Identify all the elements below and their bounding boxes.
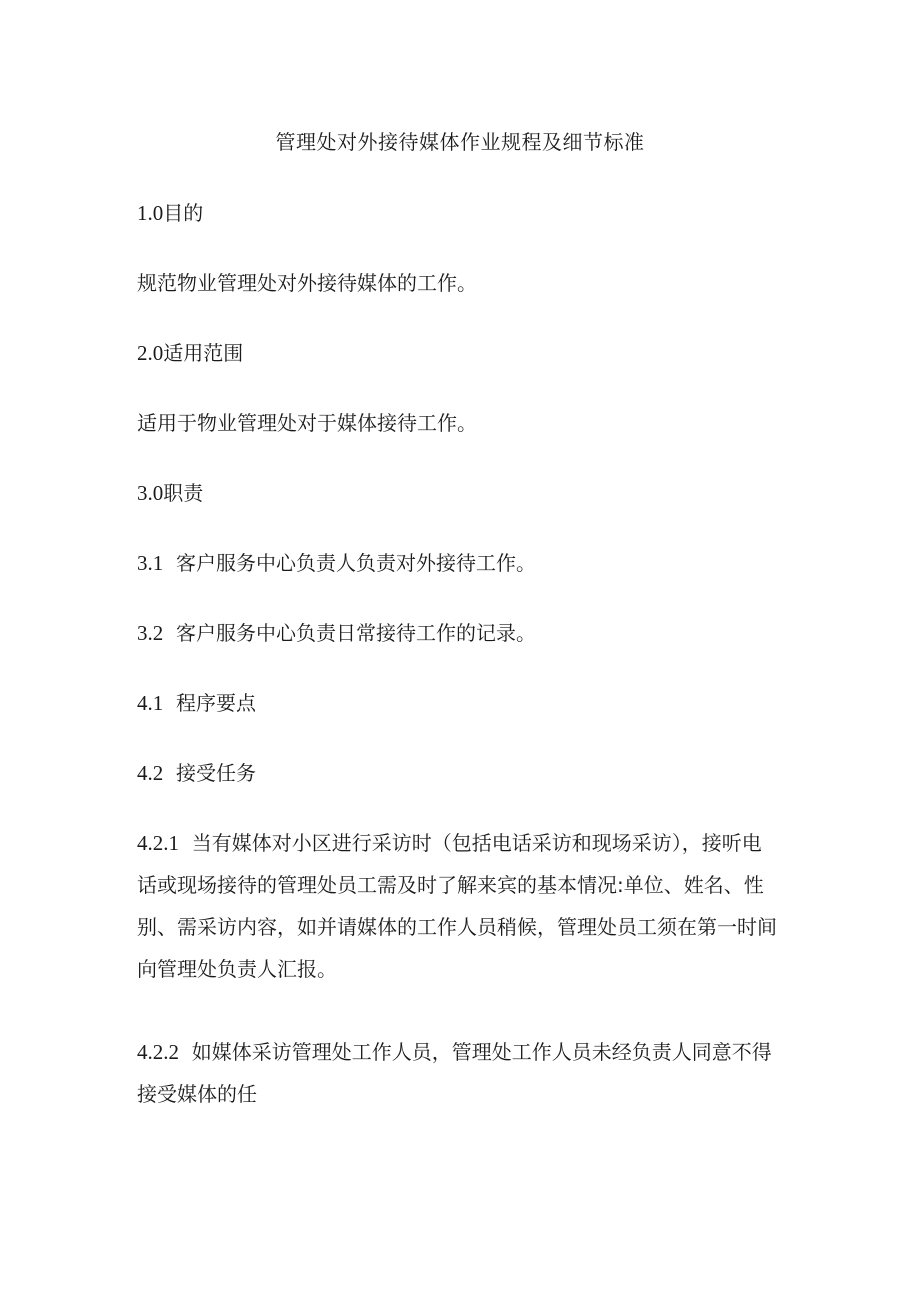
paragraph-row [137,1031,787,1073]
clause-3-1 [137,549,536,577]
clause-4-1 [137,689,256,717]
section-heading-duties [137,479,203,507]
clause-text: 程序要点 [175,691,256,715]
clause-number: 4.2.2 [137,1040,179,1064]
clause-number: 3.2 [137,621,164,645]
clause-3-2 [137,619,536,647]
clause-number: 4.2.1 [137,831,179,855]
clause-text: 客户服务中心负责人负责对外接待工作。 [175,551,536,575]
paragraph-row: 接受媒体的任 [137,1082,257,1106]
body-text: 适用于物业管理处对于媒体接待工作。 [137,411,477,435]
section-body-scope [137,409,477,437]
section-label: 职责 [163,481,204,505]
paragraph-row: 话或现场接待的管理处员工需及时了解来宾的基本情况:单位、姓名、性 [137,873,764,897]
clause-number: 4.1 [137,691,164,715]
paragraph-text: 如媒体采访管理处工作人员，管理处工作人员未经负责人同意不得 [191,1040,772,1064]
clause-number: 3.1 [137,551,164,575]
clause-text: 客户服务中心负责日常接待工作的记录。 [175,621,536,645]
paragraph-row: 别、需采访内容，如并请媒体的工作人员稍候，管理处员工须在第一时间 [137,915,777,939]
section-label: 适用范围 [163,341,244,365]
paragraph-text: 当有媒体对小区进行采访时（包括电话采访和现场采访），接听电 [191,831,762,855]
clause-4-2-1 [137,822,787,990]
section-heading-scope [137,339,243,367]
clause-4-2 [137,759,256,787]
section-label: 目的 [163,201,204,225]
section-number: 1.0 [137,201,164,225]
paragraph-row: 向管理处负责人汇报。 [137,957,337,981]
paragraph-row [137,822,787,864]
section-body-purpose [137,269,477,297]
clause-text: 接受任务 [175,761,256,785]
body-text: 规范物业管理处对外接待媒体的工作。 [137,271,477,295]
document-title: 管理处对外接待媒体作业规程及细节标准 [275,130,645,154]
section-number: 3.0 [137,481,164,505]
section-heading-purpose [137,199,203,227]
section-number: 2.0 [137,341,164,365]
clause-number: 4.2 [137,761,164,785]
clause-4-2-2 [137,1031,787,1115]
